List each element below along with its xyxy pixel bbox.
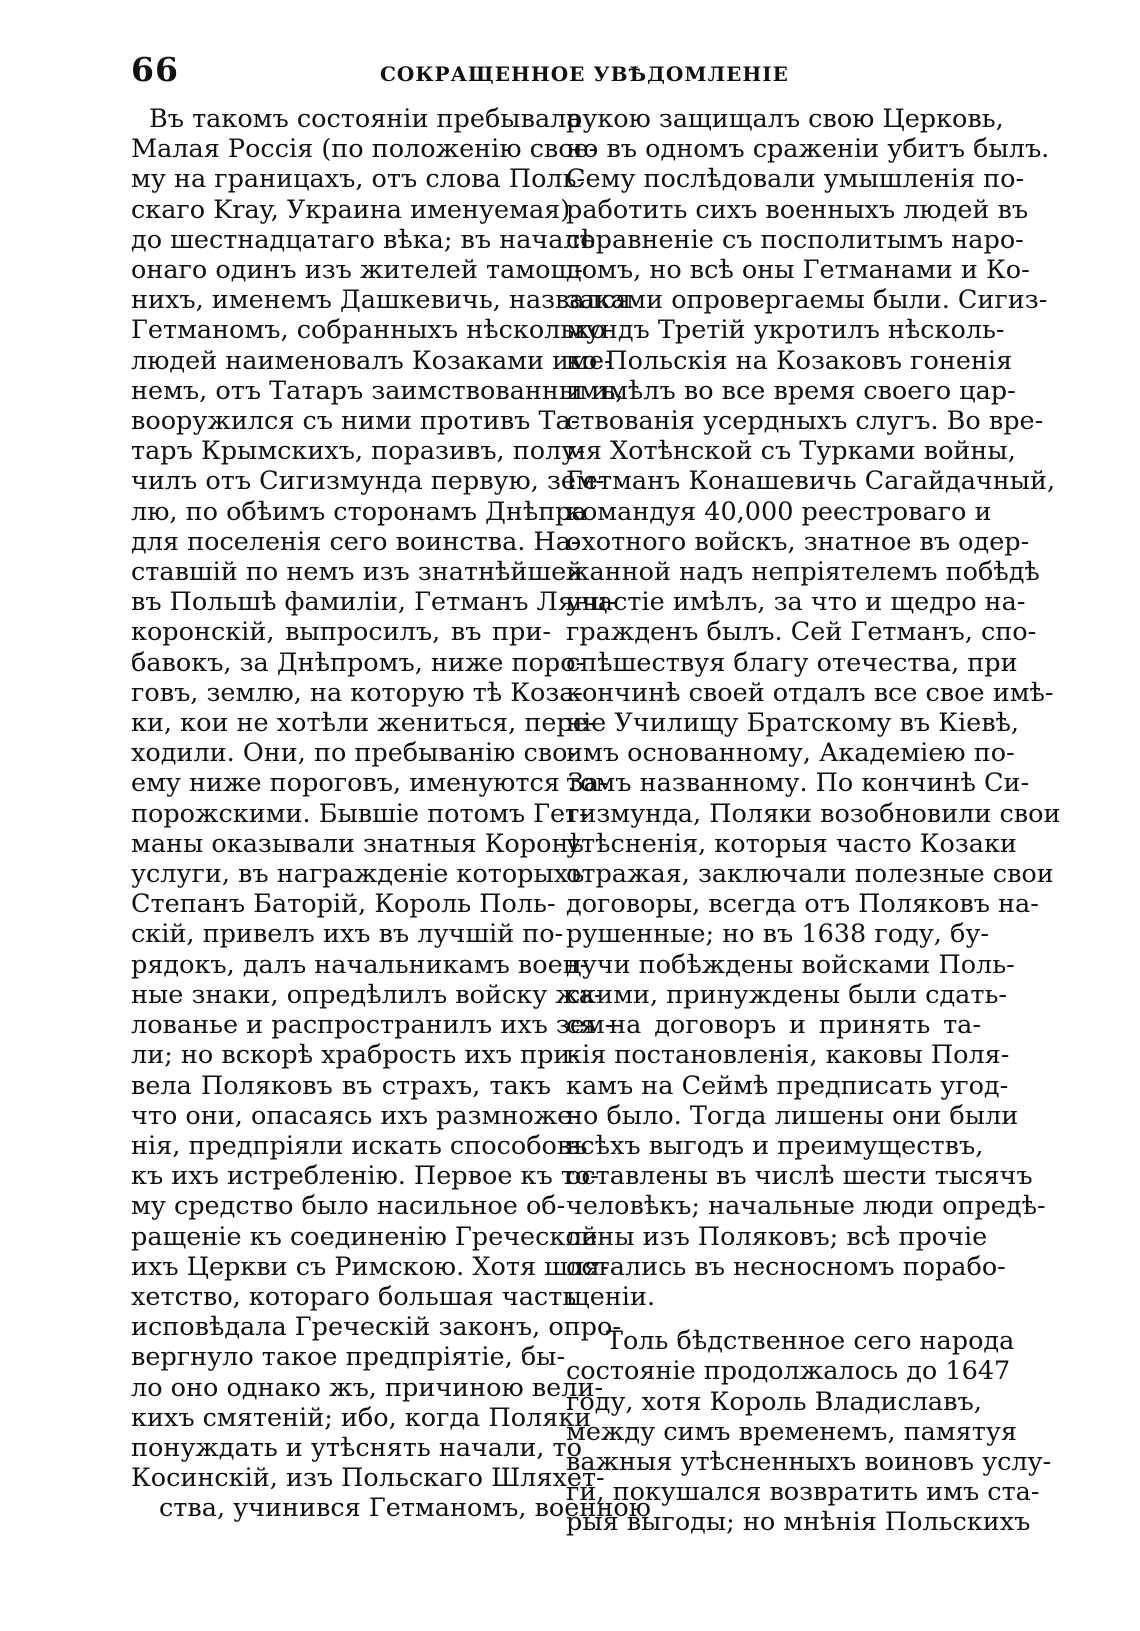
text-line: Малая Россія (по положенію свое- xyxy=(131,134,598,165)
text-line: онаго одинъ изъ жителей тамош- xyxy=(131,255,583,286)
text-line: говъ, землю, на которую тѣ Коза- xyxy=(131,677,584,708)
text-line: вергнуло такое предпріятіе, бы- xyxy=(131,1342,566,1373)
text-line: маны оказывали знатныя Коронѣ xyxy=(131,828,584,859)
text-line: лованье и распространилъ ихъ зем- xyxy=(131,1010,614,1041)
text-line: ко Польскія на Козаковъ гоненія xyxy=(566,345,1013,376)
text-line: людей наименовалъ Козаками име- xyxy=(131,345,613,376)
page-number: 66 xyxy=(131,50,179,89)
text-line: исповѣдала Греческій законъ, опро- xyxy=(131,1312,621,1343)
text-line: ные знаки, опредѣлилъ войску жа- xyxy=(131,979,603,1010)
text-line: му средство было насильное об- xyxy=(131,1191,566,1222)
text-line: договоры, всегда отъ Поляковъ на- xyxy=(566,889,1039,920)
text-line: рядокъ, далъ начальникамъ воен- xyxy=(131,949,589,980)
text-line: соравненіе съ посполитымъ наро- xyxy=(566,224,1024,255)
text-line: Гетманъ Конашевичь Сагайдачный, xyxy=(566,466,1056,497)
text-line: таръ Крымскихъ, поразивъ, полу- xyxy=(131,436,585,467)
text-line: кончинѣ своей отдалъ все свое имѣ- xyxy=(566,677,1054,708)
text-line: ихъ Церкви съ Римскою. Хотя шля- xyxy=(131,1251,609,1282)
text-line: году, хотя Король Владиславъ, xyxy=(566,1386,982,1417)
text-line: мя Хотѣнской съ Турками войны, xyxy=(566,436,1016,467)
text-line: чилъ отъ Сигизмунда первую, зем- xyxy=(131,466,605,497)
text-line: лены изъ Поляковъ; всѣ прочіе xyxy=(566,1221,988,1252)
text-line: мундъ Третій укротилъ нѣсколь- xyxy=(566,315,1005,346)
text-line: человѣкъ; начальные люди опредѣ- xyxy=(566,1191,1046,1222)
text-line: ства, учинився Гетманомъ, военною xyxy=(159,1493,651,1524)
text-line: Сему послѣдовали умышленія по- xyxy=(566,164,1025,195)
text-line: командуя 40,000 реестроваго и xyxy=(566,496,992,527)
text-line: порожскими. Бывшіе потомъ Гет- xyxy=(131,798,588,829)
text-line: му на границахъ, отъ слова Поль- xyxy=(131,164,586,195)
text-line: спѣшествуя благу отечества, при xyxy=(566,647,1018,678)
text-line: рукою защищалъ свою Церковь, xyxy=(566,104,1004,134)
text-line: нія, предпріяли искать способовъ xyxy=(131,1130,588,1161)
text-line: ніе Училищу Братскому въ Кіевѣ, xyxy=(566,708,1020,739)
text-line: ходили. Они, по пребыванію сво- xyxy=(131,738,577,769)
right-column xyxy=(566,104,1061,1538)
text-line: имъ основанному, Академіею по- xyxy=(566,738,1015,769)
text-line: ставшій по немъ изъ знатнѣйшей xyxy=(131,557,584,588)
text-line: до шестнадцатаго вѣка; въ началѣ xyxy=(131,224,596,255)
text-line: вооружился съ ними противъ Та- xyxy=(131,406,580,437)
text-line: хетство, котораго большая часть xyxy=(131,1281,577,1312)
text-line: дучи побѣждены войсками Поль- xyxy=(566,949,1015,980)
text-line: ки, кои не хотѣли жениться, пере- xyxy=(131,708,597,739)
text-line: бавокъ, за Днѣпромъ, ниже поро- xyxy=(131,647,585,678)
text-line: понуждать и утѣснять начали, то xyxy=(131,1432,582,1463)
text-line: въ Польшѣ фамиліи, Гетманъ Лянц- xyxy=(131,587,616,618)
text-line: между симъ временемъ, памятуя xyxy=(566,1416,1018,1447)
text-line: кія постановленія, каковы Поля- xyxy=(566,1040,1010,1071)
text-line: ги, покушался возвратить имъ ста- xyxy=(566,1477,1040,1508)
text-line: и имѣлъ во все время своего цар- xyxy=(566,375,1016,406)
text-line: скими, принуждены были сдать- xyxy=(566,979,1007,1010)
text-line: заками опровергаемы были. Сигиз- xyxy=(566,285,1048,316)
text-line: коронскій, выпросилъ, въ при- xyxy=(131,617,551,648)
text-line: нихъ, именемъ Дашкевичь, назвался xyxy=(131,285,632,316)
text-line: ращеніе къ соединенію Греческой xyxy=(131,1221,598,1252)
text-line: ему ниже пороговъ, именуются За- xyxy=(131,768,608,799)
text-line: услуги, въ награжденіе которыхъ xyxy=(131,859,585,890)
text-line: домъ, но всѣ оны Гетманами и Ко- xyxy=(566,255,1030,286)
text-line: жанной надъ непріятелемъ побѣдѣ xyxy=(566,557,1040,588)
text-line: скій, привелъ ихъ въ лучшій по- xyxy=(131,919,564,950)
text-line: рыя выгоды; но мнѣнія Польскихъ xyxy=(566,1507,1031,1538)
text-line: остались въ несносномъ порабо- xyxy=(566,1251,1006,1282)
text-line: работить сихъ военныхъ людей въ xyxy=(566,194,1029,225)
text-line: всѣхъ выгодъ и преимуществъ, xyxy=(566,1130,984,1161)
text-line: щеніи. xyxy=(566,1281,656,1312)
text-line: утѣсненія, которыя часто Козаки xyxy=(566,828,1017,859)
text-line: ли; но вскорѣ храбрость ихъ при- xyxy=(131,1040,580,1071)
text-line: скаго Kray, Украина именуемая) xyxy=(131,194,571,225)
text-line: отражая, заключали полезные свои xyxy=(566,859,1054,890)
text-line: состояніе продолжалось до 1647 xyxy=(566,1356,1011,1387)
text-line: Толь бѣдственное сего народа xyxy=(606,1326,1015,1357)
text-line: важныя утѣсненныхъ воиновъ услу- xyxy=(566,1446,1052,1477)
text-line: къ ихъ истребленію. Первое къ то- xyxy=(131,1161,599,1192)
text-line: Въ такомъ состояніи пребывала xyxy=(149,104,582,134)
text-line: кихъ смятеній; ибо, когда Поляки xyxy=(131,1402,592,1433)
text-line: камъ на Сеймѣ предписать угод- xyxy=(566,1070,1009,1101)
text-line: но въ одномъ сраженіи убитъ былъ. xyxy=(566,134,1050,165)
text-line: ся на договоръ и принять та- xyxy=(566,1010,981,1041)
text-line: но было. Тогда лишены они были xyxy=(566,1100,1019,1131)
text-line: немъ, отъ Татаръ заимствованнымъ, xyxy=(131,375,624,406)
text-line: вела Поляковъ въ страхъ, такъ xyxy=(131,1070,551,1101)
text-line: гражденъ былъ. Сей Гетманъ, спо- xyxy=(566,617,1037,648)
text-line: Гетманомъ, собранныхъ нѣсколько xyxy=(131,315,606,346)
running-title: СОКРАЩЕННОЕ УВѢДОМЛЕНІЕ xyxy=(380,62,789,86)
text-line: ло оно однако жъ, причиною вели- xyxy=(131,1372,604,1403)
text-line: гизмунда, Поляки возобновили свои xyxy=(566,798,1061,829)
text-line: для поселенія сего воинства. На- xyxy=(131,526,580,557)
text-line: Степанъ Баторій, Король Поль- xyxy=(131,889,556,920)
text-line: Косинскій, изъ Польскаго Шляхет- xyxy=(131,1463,605,1494)
text-line: ствованія усердныхъ слугъ. Во вре- xyxy=(566,406,1044,437)
text-line: что они, опасаясь ихъ размноже- xyxy=(131,1100,581,1131)
text-line: лю, по обѣимъ сторонамъ Днѣпра xyxy=(131,496,587,527)
text-line: охотного войскъ, знатное въ одер- xyxy=(566,526,1030,557)
text-line: оставлены въ числѣ шести тысячъ xyxy=(566,1161,1033,1192)
text-line: томъ названному. По кончинѣ Си- xyxy=(566,768,1030,799)
text-line: рушенные; но въ 1638 году, бу- xyxy=(566,919,989,950)
text-line: участіе имѣлъ, за что и щедро на- xyxy=(566,587,1026,618)
